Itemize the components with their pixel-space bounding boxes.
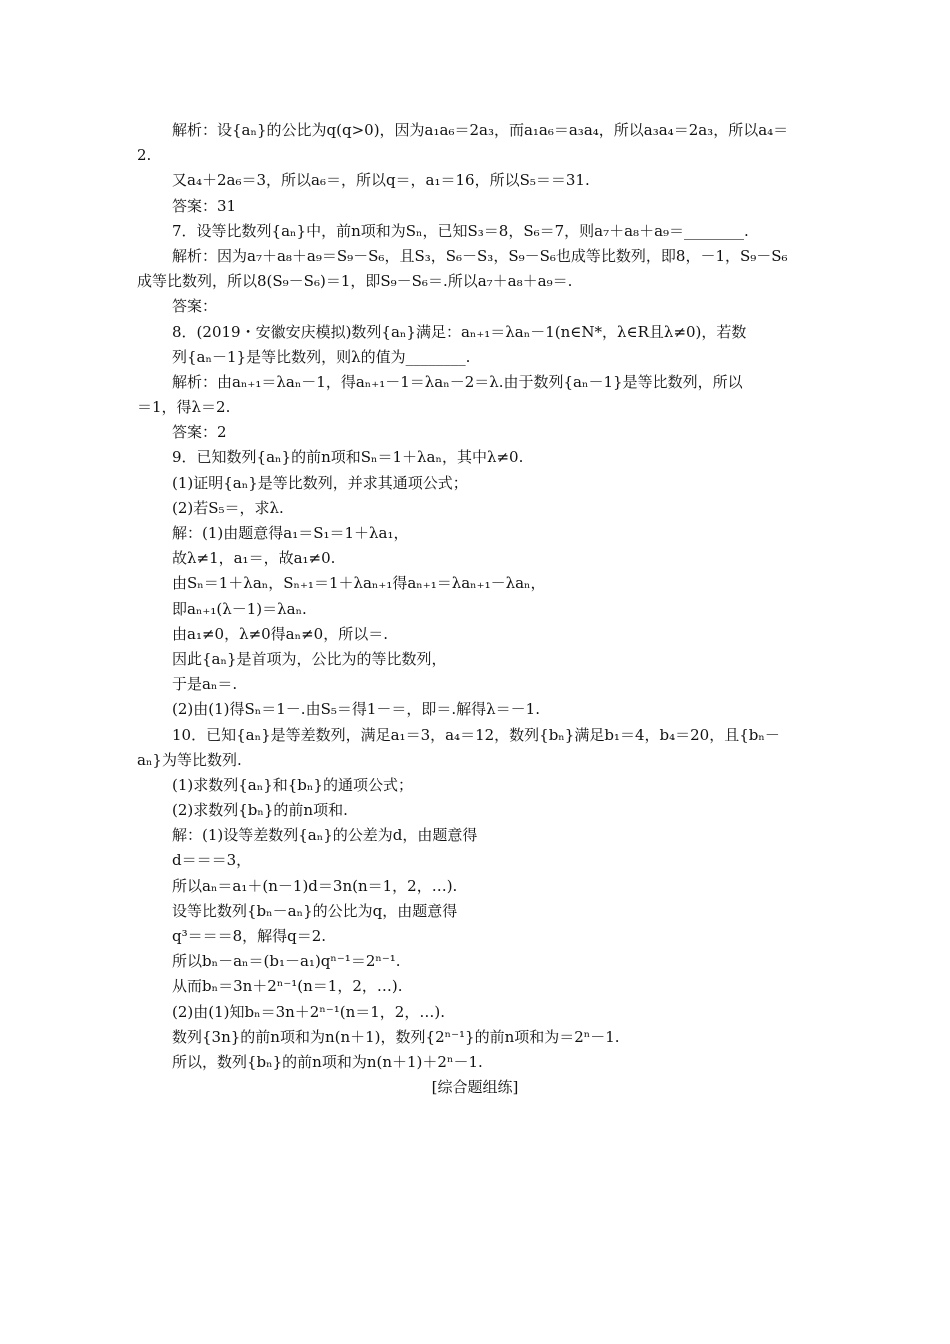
text-line: 2.: [137, 146, 152, 165]
text-line: 解析：设{aₙ}的公比为q(q>0)，因为a₁a₆＝2a₃，而a₁a₆＝a₃a₄，所以a₃a₄＝2a₃，所以a₄＝: [172, 121, 789, 139]
text-line: 解：(1)设等差数列{aₙ}的公差为d，由题意得: [172, 826, 478, 845]
text-line: 成等比数列，所以8(S₉－S₆)＝1，即S₉－S₆＝.所以a₇＋a₈＋a₉＝.: [137, 272, 573, 291]
text-line: 因此{aₙ}是首项为，公比为的等比数列，: [172, 649, 447, 668]
document-body: [0, 118, 950, 1100]
text-line: 所以aₙ＝a₁＋(n－1)d＝3n(n＝1，2，…).: [172, 876, 458, 895]
text-line: (1)证明{aₙ}是等比数列，并求其通项公式；: [172, 473, 468, 492]
text-line: 8．(2019・安徽安庆模拟)数列{aₙ}满足：aₙ₊₁＝λaₙ－1(n∈N*，λ∈R且λ≠0)，若数: [172, 322, 747, 341]
text-line: 从而bₙ＝3n＋2ⁿ⁻¹(n＝1，2，…).: [172, 977, 403, 996]
text-line: 列{aₙ－1}是等比数列，则λ的值为________.: [172, 347, 471, 366]
text-line: aₙ}为等比数列.: [137, 750, 242, 769]
text-line: 10．已知{aₙ}是等差数列，满足a₁＝3，a₄＝12，数列{bₙ}满足b₁＝4，b₄＝20，且{bₙ－: [172, 725, 780, 744]
text-line: 解析：因为a₇＋a₈＋a₉＝S₉－S₆，且S₃，S₆－S₃，S₉－S₆也成等比数列，即8，－1，S₉－S₆: [172, 246, 788, 265]
text-line: (2)由(1)知bₙ＝3n＋2ⁿ⁻¹(n＝1，2，…).: [172, 1002, 445, 1021]
text-line: (2)求数列{bₙ}的前n项和.: [172, 801, 348, 820]
section-heading: [综合题组练]: [431, 1078, 519, 1097]
text-line: (2)若S₅＝，求λ.: [172, 498, 284, 517]
text-line: 由a₁≠0，λ≠0得aₙ≠0，所以＝.: [172, 624, 388, 643]
text-line: d＝＝＝3，: [172, 851, 252, 870]
text-line: ＝1，得λ＝2.: [137, 398, 231, 417]
text-line: 所以bₙ－aₙ＝(b₁－a₁)qⁿ⁻¹＝2ⁿ⁻¹.: [172, 952, 401, 971]
text-line: 数列{3n}的前n项和为n(n＋1)，数列{2ⁿ⁻¹}的前n项和为＝2ⁿ－1.: [172, 1027, 620, 1046]
text-line: 又a₄＋2a₆＝3，所以a₆＝，所以q＝，a₁＝16，所以S₅＝＝31.: [172, 171, 590, 190]
text-line: 即aₙ₊₁(λ－1)＝λaₙ.: [172, 599, 307, 618]
text-line: (2)由(1)得Sₙ＝1－.由S₅＝得1－＝，即＝.解得λ＝－1.: [172, 700, 540, 719]
text-line: 答案：2: [172, 423, 227, 442]
text-line: 7．设等比数列{aₙ}中，前n项和为Sₙ，已知S₃＝8，S₆＝7，则a₇＋a₈＋a₉＝________.: [172, 221, 749, 240]
text-line: 故λ≠1，a₁＝，故a₁≠0.: [172, 549, 336, 568]
text-line: 于是aₙ＝.: [172, 675, 238, 694]
text-line: 由Sₙ＝1＋λaₙ，Sₙ₊₁＝1＋λaₙ₊₁得aₙ₊₁＝λaₙ₊₁－λaₙ，: [172, 574, 546, 593]
text-line: q³＝＝＝8，解得q＝2.: [172, 927, 327, 945]
text-line: 所以，数列{bₙ}的前n项和为n(n＋1)＋2ⁿ－1.: [172, 1052, 483, 1071]
text-line: 解：(1)由题意得a₁＝S₁＝1＋λa₁，: [172, 524, 409, 542]
text-line: 设等比数列{bₙ－aₙ}的公比为q，由题意得: [172, 901, 458, 920]
text-line: 答案：31: [172, 196, 237, 215]
text-line: 9．已知数列{aₙ}的前n项和Sₙ＝1＋λaₙ，其中λ≠0.: [172, 448, 524, 467]
text-line: (1)求数列{aₙ}和{bₙ}的通项公式；: [172, 775, 413, 794]
text-line: 解析：由aₙ₊₁＝λaₙ－1，得aₙ₊₁－1＝λaₙ－2＝λ.由于数列{aₙ－1}是等比数列，所以: [172, 372, 743, 391]
text-line: 答案：: [172, 297, 218, 316]
